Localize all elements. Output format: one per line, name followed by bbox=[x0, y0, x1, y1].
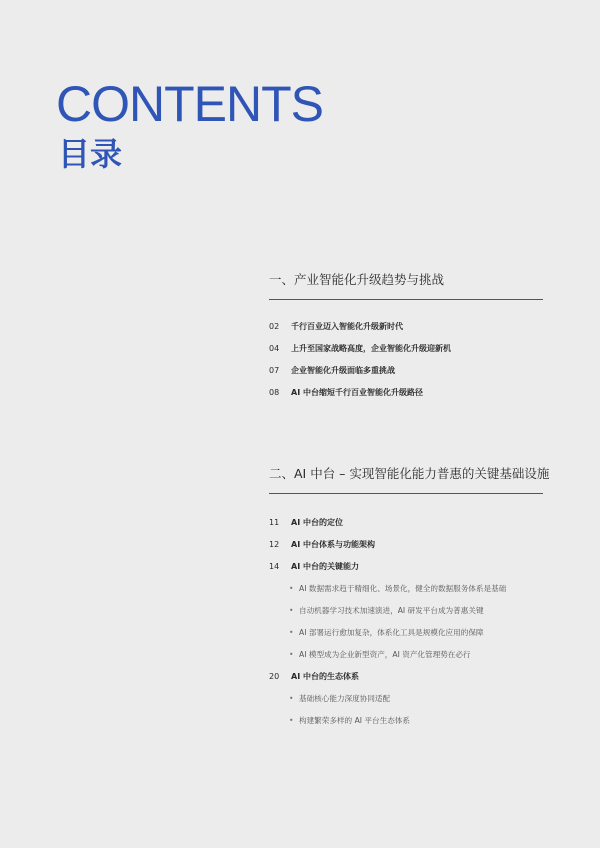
bullet-icon: • bbox=[289, 628, 294, 637]
bullet-icon: • bbox=[289, 584, 294, 593]
toc-entry[interactable] bbox=[269, 365, 395, 376]
toc-page-number: 08 bbox=[269, 388, 280, 397]
toc-sub-label: AI 数据需求趋于精细化、场景化，健全的数据服务体系是基础 bbox=[299, 584, 507, 593]
toc-label: AI 中台的关键能力 bbox=[291, 562, 359, 571]
toc-subentry[interactable] bbox=[289, 649, 471, 660]
section-2-title: 二、AI 中台 – 实现智能化能力普惠的关键基础设施 bbox=[269, 465, 543, 494]
toc-entry[interactable] bbox=[269, 343, 451, 354]
toc-page-number: 12 bbox=[269, 540, 280, 549]
section-1-title: 一、产业智能化升级趋势与挑战 bbox=[269, 271, 543, 300]
toc-entry[interactable] bbox=[269, 671, 359, 682]
toc-label: 千行百业迈入智能化升级新时代 bbox=[291, 322, 403, 331]
section-1 bbox=[269, 271, 543, 397]
contents-title-zh: 目录 bbox=[58, 135, 123, 173]
toc-sub-label: 基础核心能力深度协同适配 bbox=[299, 694, 391, 703]
toc-entry[interactable] bbox=[269, 539, 375, 550]
toc-sub-label: 自动机器学习技术加速演进，AI 研发平台成为普惠关键 bbox=[299, 606, 484, 615]
bullet-icon: • bbox=[289, 606, 294, 615]
toc-page-number: 14 bbox=[269, 562, 280, 571]
toc-entry[interactable] bbox=[269, 561, 359, 572]
section-2 bbox=[269, 465, 550, 725]
toc-label: 上升至国家战略高度，企业智能化升级迎新机 bbox=[291, 344, 451, 353]
toc-label: AI 中台体系与功能架构 bbox=[291, 540, 375, 549]
toc-page-number: 04 bbox=[269, 344, 280, 353]
toc-subentry[interactable] bbox=[289, 605, 484, 616]
toc-subentry[interactable] bbox=[289, 583, 506, 594]
toc-sub-label: AI 部署运行愈加复杂，体系化工具是规模化应用的保障 bbox=[299, 628, 484, 637]
toc-subentry[interactable] bbox=[289, 627, 484, 638]
toc-sub-label: 构建繁荣多样的 AI 平台生态体系 bbox=[299, 716, 410, 725]
toc-sub-label: AI 模型成为企业新型资产，AI 资产化管理势在必行 bbox=[299, 650, 471, 659]
toc-subentry[interactable] bbox=[289, 693, 390, 704]
toc-label: 企业智能化升级面临多重挑战 bbox=[291, 366, 395, 375]
toc-page-number: 20 bbox=[269, 672, 280, 681]
toc-label: AI 中台的定位 bbox=[291, 518, 343, 527]
toc-page-number: 02 bbox=[269, 322, 280, 331]
toc-page-number: 11 bbox=[269, 518, 280, 527]
toc-label: AI 中台缩短千行百业智能化升级路径 bbox=[291, 388, 423, 397]
contents-title: CONTENTS bbox=[56, 76, 323, 132]
bullet-icon: • bbox=[289, 716, 294, 725]
toc-label: AI 中台的生态体系 bbox=[291, 672, 359, 681]
toc-entry[interactable] bbox=[269, 387, 423, 398]
toc-subentry[interactable] bbox=[289, 715, 410, 726]
toc-page-number: 07 bbox=[269, 366, 280, 375]
toc-entry[interactable] bbox=[269, 517, 343, 528]
toc-entry[interactable] bbox=[269, 321, 403, 332]
bullet-icon: • bbox=[289, 694, 294, 703]
bullet-icon: • bbox=[289, 650, 294, 659]
